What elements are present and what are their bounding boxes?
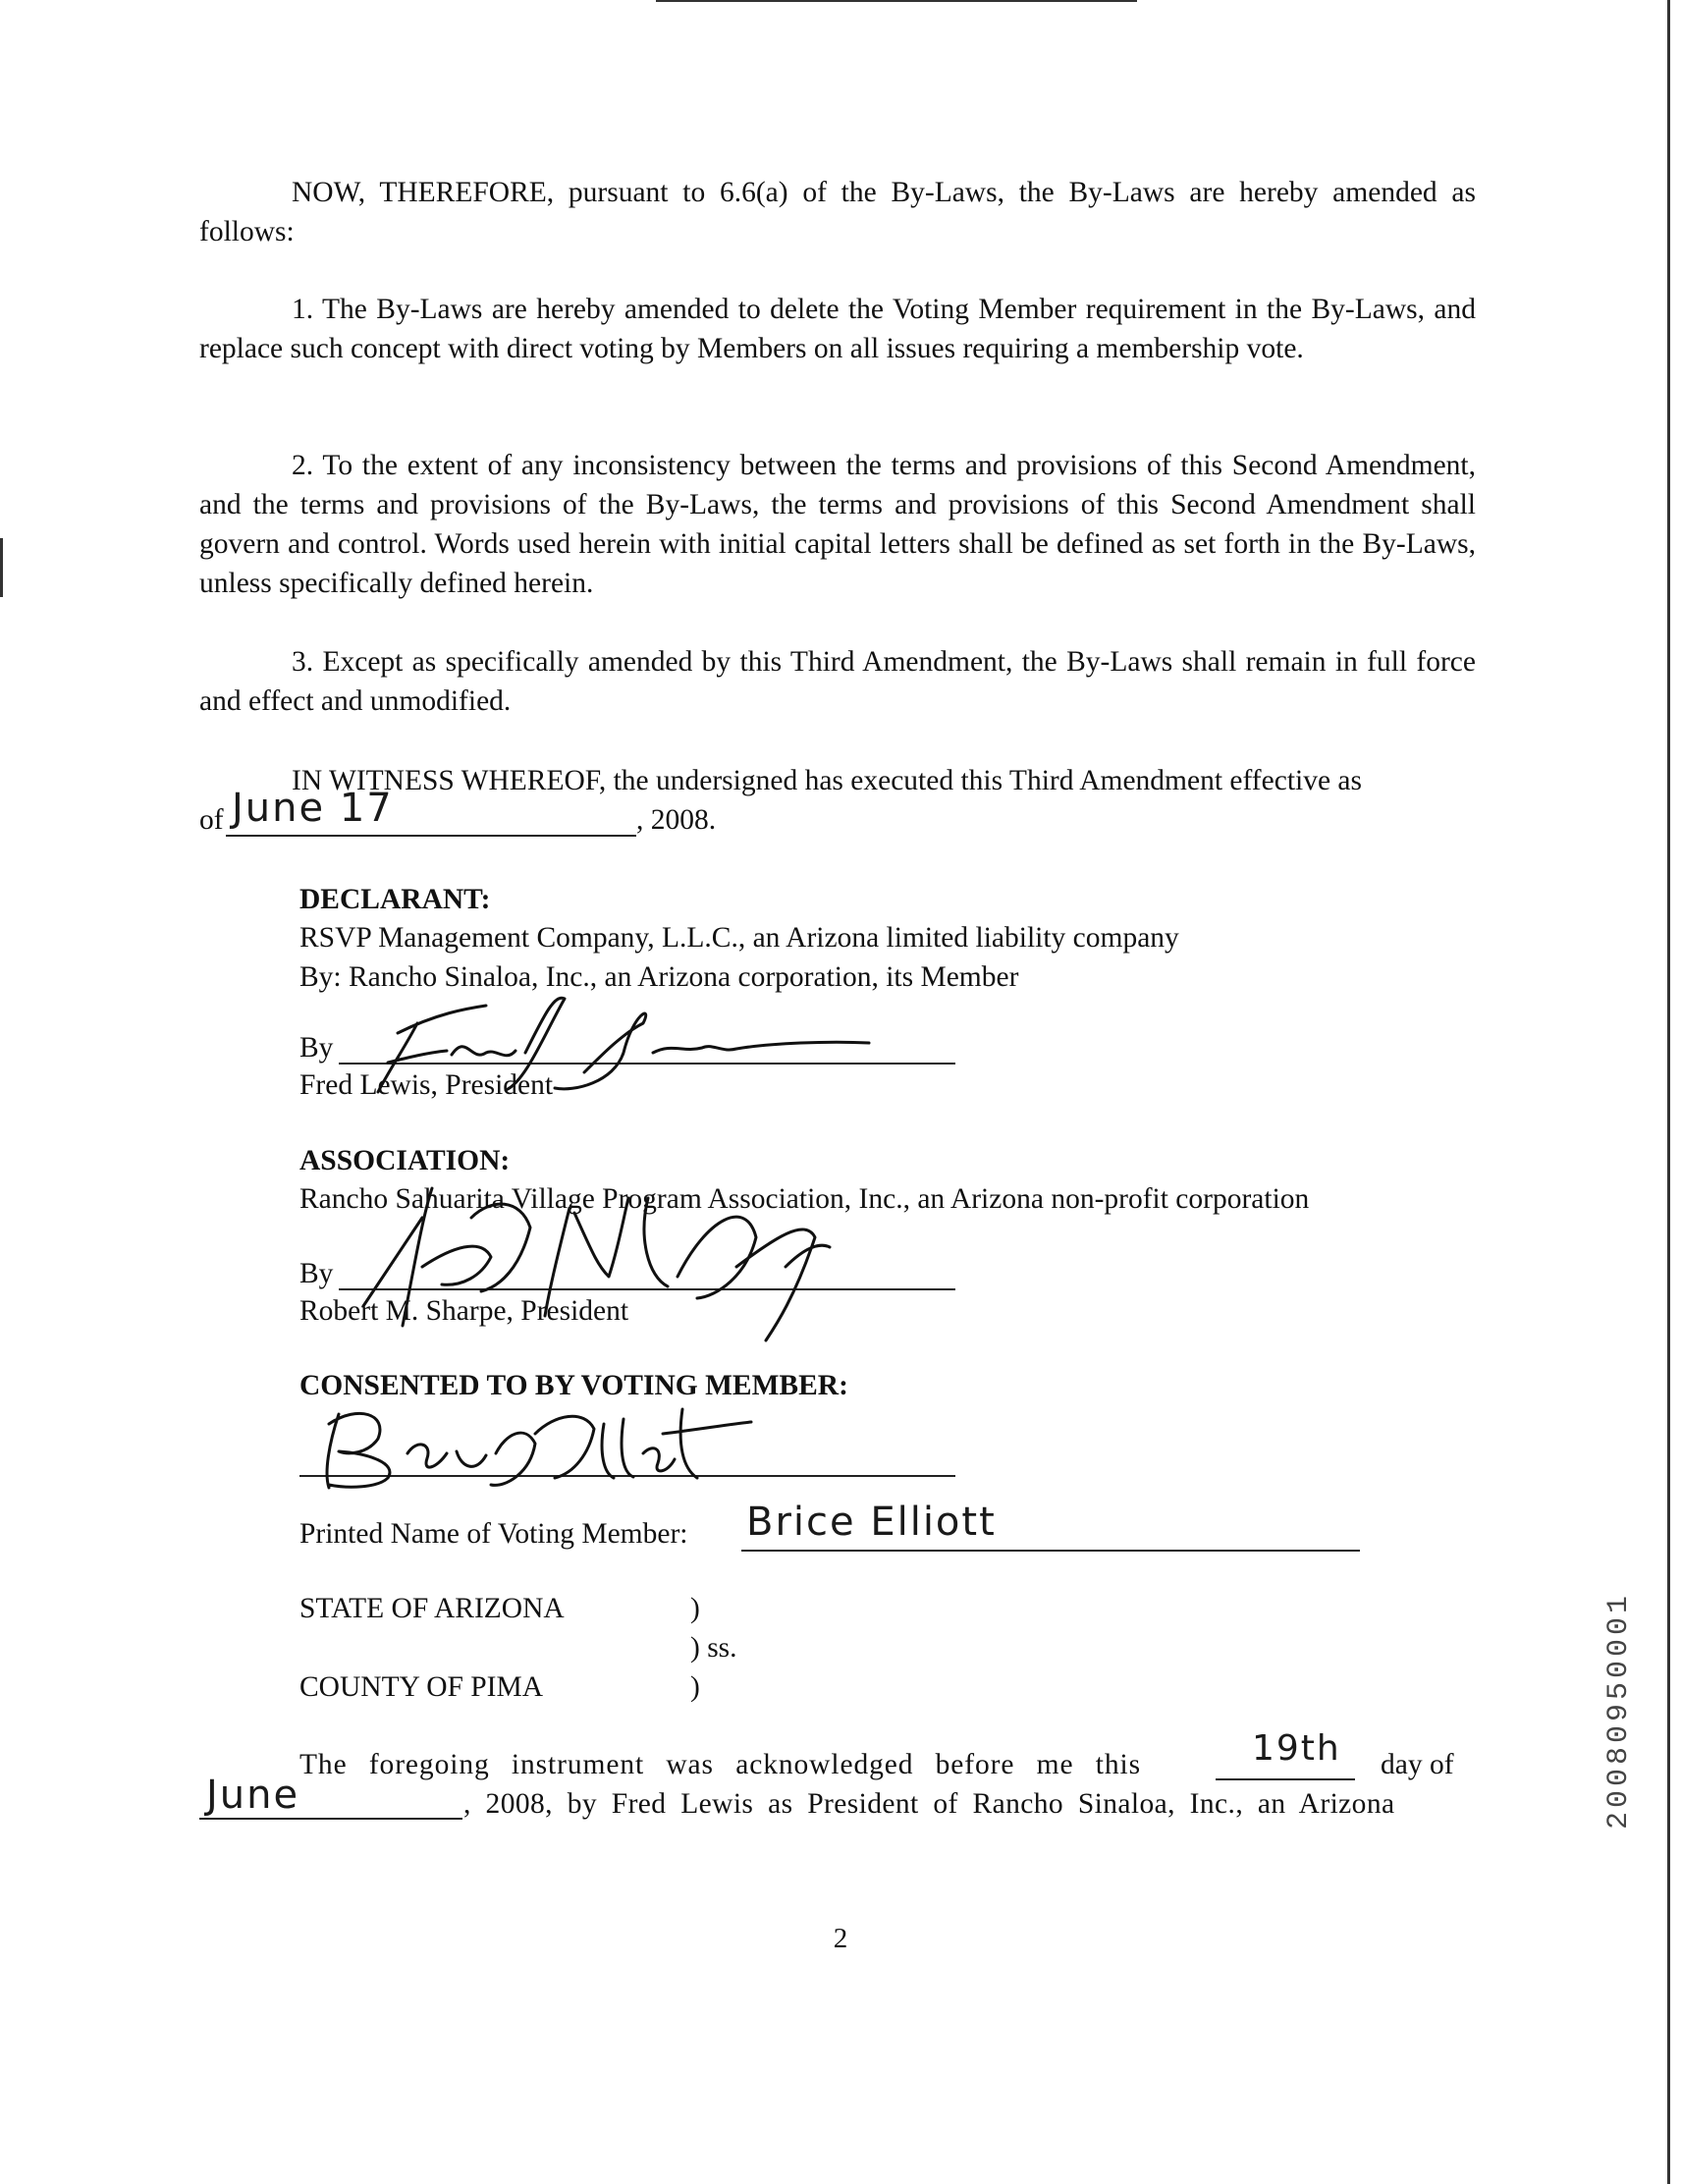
ack-day-of: day of	[1381, 1749, 1454, 1780]
intro-paragraph	[199, 173, 1476, 251]
ack-line-2-rest: , 2008, by Fred Lewis as President of Rancho Sinaloa, Inc., an Arizona	[463, 1788, 1395, 1820]
declarant-heading: DECLARANT:	[299, 884, 491, 915]
item-3-text: 3. Except as specifically amended by this Third Amendment, the By-Laws shall remain in full force and effect and unmodified.	[199, 646, 1476, 717]
printed-name-rule	[741, 1550, 1360, 1552]
ack-day-handwritten: 19th	[1252, 1728, 1341, 1769]
declarant-company: RSVP Management Company, L.L.C., an Arizona limited liability company	[299, 922, 1179, 954]
witness-of: of	[199, 804, 224, 836]
declarant-by-label: By	[299, 1032, 334, 1064]
ss-label: ) ss.	[690, 1632, 737, 1664]
declarant-signer: Fred Lewis, President	[299, 1069, 554, 1101]
witness-date-handwritten: June 17	[232, 786, 394, 831]
witness-year: , 2008.	[636, 804, 717, 836]
amendment-item-1	[199, 290, 1476, 368]
item-2-text: 2. To the extent of any inconsistency between the terms and provisions of this Second Amendment, and the terms and provisions of the By-Laws, the terms and provisions of this Second Amendment shall govern and control. Words used herein with initial capital letters shall be defined as set forth in the By-Laws, unless specifically defined herein.	[199, 450, 1476, 599]
state-paren: )	[690, 1593, 700, 1624]
witness-text: IN WITNESS WHEREOF, the undersigned has executed this Third Amendment effective as	[292, 765, 1363, 796]
printed-name-label: Printed Name of Voting Member:	[299, 1518, 688, 1550]
county-paren: )	[690, 1671, 700, 1703]
scan-right-edge	[1667, 0, 1670, 2184]
amendment-item-3	[199, 642, 1476, 721]
scan-left-mark	[0, 538, 3, 597]
scan-top-rule	[656, 0, 1137, 2]
association-signer: Robert M. Sharpe, President	[299, 1295, 629, 1327]
declarant-by-line: By: Rancho Sinaloa, Inc., an Arizona corporation, its Member	[299, 961, 1019, 993]
consent-signature	[309, 1394, 761, 1493]
ack-line-1-lead: The foregoing instrument was acknowledged before me this	[299, 1749, 1142, 1780]
item-1-text: 1. The By-Laws are hereby amended to delete the Voting Member requirement in the By-Laws, and replace such concept with direct voting by Members on all issues requiring a membership vote.	[199, 294, 1476, 364]
association-heading: ASSOCIATION:	[299, 1145, 511, 1176]
page-number: 2	[833, 1923, 848, 1954]
association-by-label: By	[299, 1258, 334, 1289]
amendment-item-2	[199, 446, 1476, 603]
witness-date-rule	[226, 835, 636, 837]
witness-line-2	[199, 800, 224, 840]
witness-line-1	[292, 761, 1362, 800]
bates-number: 20080950001	[1602, 1591, 1636, 1830]
association-name: Rancho Sahuarita Village Program Association, Inc., an Arizona non-profit corporation	[299, 1183, 1310, 1215]
ack-day-rule	[1216, 1778, 1355, 1780]
ack-month-handwritten: June	[206, 1773, 300, 1818]
consent-heading: CONSENTED TO BY VOTING MEMBER:	[299, 1370, 848, 1401]
ack-month-rule	[199, 1818, 462, 1820]
county-label: COUNTY OF PIMA	[299, 1671, 544, 1703]
printed-name-handwritten: Brice Elliott	[746, 1500, 997, 1545]
intro-text: NOW, THEREFORE, pursuant to 6.6(a) of the By-Laws, the By-Laws are hereby amended as follows:	[199, 177, 1476, 247]
state-label: STATE OF ARIZONA	[299, 1593, 565, 1624]
